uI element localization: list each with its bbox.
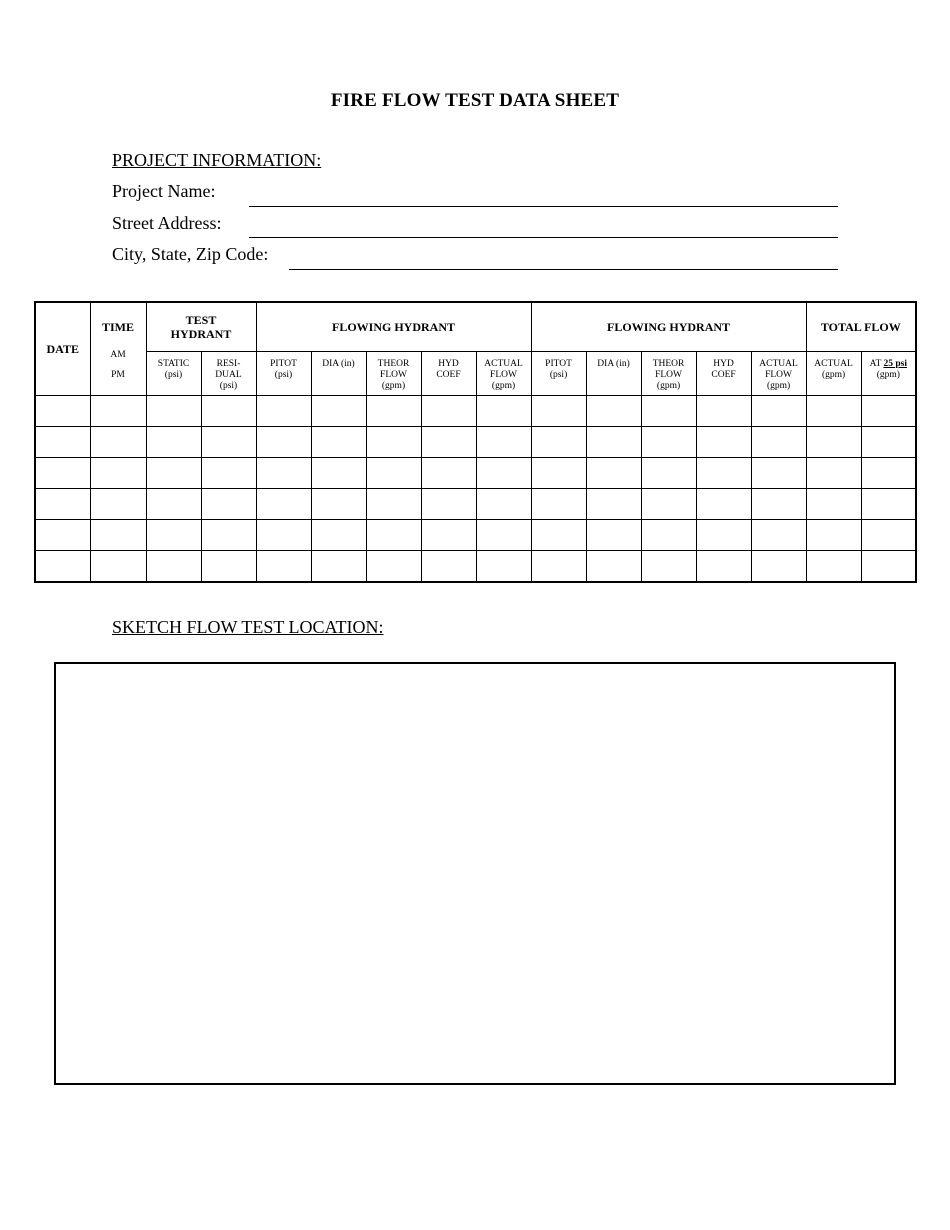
page-title: FIRE FLOW TEST DATA SHEET [330, 90, 620, 111]
pitot-psi-header: PITOT (psi) [531, 352, 586, 396]
table-cell[interactable] [531, 520, 586, 551]
table-cell[interactable] [311, 458, 366, 489]
table-cell[interactable] [256, 551, 311, 583]
city-state-zip-label: City, State, Zip Code: [112, 244, 269, 264]
flowing-hydrant-2-header: FLOWING HYDRANT [531, 302, 806, 352]
table-cell[interactable] [641, 489, 696, 520]
table-cell[interactable] [256, 520, 311, 551]
residual-psi-header: RESI- DUAL (psi) [201, 352, 256, 396]
table-cell[interactable] [751, 396, 806, 427]
table-cell[interactable] [35, 551, 90, 583]
table-cell[interactable] [531, 427, 586, 458]
time-header-label: TIME [101, 319, 134, 334]
street-address-field[interactable] [249, 237, 838, 238]
table-cell[interactable] [256, 458, 311, 489]
table-cell[interactable] [146, 551, 201, 583]
table-cell[interactable] [806, 396, 861, 427]
table-cell[interactable] [201, 551, 256, 583]
table-cell[interactable] [366, 427, 421, 458]
table-cell[interactable] [641, 551, 696, 583]
table-cell[interactable] [421, 520, 476, 551]
actual-flow-header: ACTUAL FLOW (gpm) [476, 352, 531, 396]
table-cell[interactable] [476, 427, 531, 458]
table-row [35, 427, 916, 458]
table-header-row [35, 302, 916, 352]
table-cell[interactable] [696, 489, 751, 520]
table-cell[interactable] [586, 520, 641, 551]
table-cell[interactable] [90, 458, 146, 489]
table-cell[interactable] [586, 458, 641, 489]
table-cell[interactable] [806, 458, 861, 489]
sketch-flow-test-location-heading: SKETCH FLOW TEST LOCATION: [112, 617, 384, 637]
dia-in-header: DIA (in) [586, 352, 641, 396]
table-cell[interactable] [146, 520, 201, 551]
table-cell[interactable] [641, 458, 696, 489]
table-cell[interactable] [256, 489, 311, 520]
table-cell[interactable] [311, 427, 366, 458]
table-cell[interactable] [696, 551, 751, 583]
table-row [35, 551, 916, 583]
date-header: DATE [35, 302, 90, 396]
table-cell[interactable] [90, 489, 146, 520]
table-cell[interactable] [366, 489, 421, 520]
table-body [35, 396, 916, 583]
total-flow-header: TOTAL FLOW [806, 302, 916, 352]
table-cell[interactable] [476, 458, 531, 489]
table-cell[interactable] [421, 396, 476, 427]
table-cell[interactable] [421, 427, 476, 458]
table-cell[interactable] [146, 489, 201, 520]
table-cell[interactable] [586, 427, 641, 458]
test-hydrant-label: TEST HYDRANT [170, 313, 232, 341]
table-cell[interactable] [366, 551, 421, 583]
table-cell[interactable] [806, 551, 861, 583]
table-cell[interactable] [641, 427, 696, 458]
total-at-25-psi-header: AT 25 psi (gpm) [861, 352, 916, 396]
table-cell[interactable] [90, 520, 146, 551]
table-row [35, 458, 916, 489]
table-cell[interactable] [366, 396, 421, 427]
table-cell[interactable] [531, 396, 586, 427]
test-hydrant-header [146, 302, 256, 352]
table-cell[interactable] [476, 489, 531, 520]
table-cell[interactable] [586, 489, 641, 520]
table-cell[interactable] [751, 427, 806, 458]
table-cell[interactable] [201, 458, 256, 489]
table-cell[interactable] [146, 396, 201, 427]
table-row [35, 396, 916, 427]
table-cell[interactable] [90, 427, 146, 458]
project-information-heading: PROJECT INFORMATION: [112, 150, 322, 170]
table-cell[interactable] [861, 520, 916, 551]
table-cell[interactable] [476, 396, 531, 427]
dia-in-header: DIA (in) [311, 352, 366, 396]
table-cell[interactable] [35, 396, 90, 427]
table-cell[interactable] [35, 427, 90, 458]
table-cell[interactable] [201, 396, 256, 427]
table-cell[interactable] [531, 489, 586, 520]
table-cell[interactable] [201, 427, 256, 458]
static-psi-header: STATIC (psi) [146, 352, 201, 396]
pitot-psi-header: PITOT (psi) [256, 352, 311, 396]
table-cell[interactable] [311, 489, 366, 520]
table-cell[interactable] [421, 458, 476, 489]
table-cell[interactable] [35, 489, 90, 520]
hyd-coef-header: HYD COEF [696, 352, 751, 396]
theor-flow-header: THEOR FLOW (gpm) [641, 352, 696, 396]
time-header [90, 302, 146, 396]
table-cell[interactable] [696, 427, 751, 458]
table-cell[interactable] [366, 520, 421, 551]
table-cell[interactable] [861, 551, 916, 583]
flow-test-table [34, 301, 917, 583]
flowing-hydrant-1-header: FLOWING HYDRANT [256, 302, 531, 352]
table-cell[interactable] [35, 520, 90, 551]
pm-label: PM [111, 369, 125, 380]
am-label: AM [110, 349, 126, 360]
table-cell[interactable] [861, 427, 916, 458]
table-cell[interactable] [476, 551, 531, 583]
actual-flow-header: ACTUAL FLOW (gpm) [751, 352, 806, 396]
table-cell[interactable] [751, 551, 806, 583]
table-cell[interactable] [311, 551, 366, 583]
table-cell[interactable] [201, 520, 256, 551]
table-cell[interactable] [531, 551, 586, 583]
table-cell[interactable] [696, 396, 751, 427]
table-cell[interactable] [201, 489, 256, 520]
theor-flow-header: THEOR FLOW (gpm) [366, 352, 421, 396]
table-cell[interactable] [90, 551, 146, 583]
table-cell[interactable] [531, 458, 586, 489]
street-address-label: Street Address: [112, 213, 222, 233]
table-cell[interactable] [90, 396, 146, 427]
table-cell[interactable] [311, 396, 366, 427]
table-cell[interactable] [751, 458, 806, 489]
table-cell[interactable] [146, 427, 201, 458]
table-cell[interactable] [861, 489, 916, 520]
table-row [35, 520, 916, 551]
table-cell[interactable] [806, 427, 861, 458]
table-row [35, 489, 916, 520]
table-cell[interactable] [806, 520, 861, 551]
table-cell[interactable] [751, 489, 806, 520]
table-cell[interactable] [696, 458, 751, 489]
table-cell[interactable] [35, 458, 90, 489]
table-cell[interactable] [806, 489, 861, 520]
table-cell[interactable] [641, 396, 696, 427]
hyd-coef-header: HYD COEF [421, 352, 476, 396]
table-cell[interactable] [696, 520, 751, 551]
table-cell[interactable] [861, 396, 916, 427]
total-actual-header: ACTUAL (gpm) [806, 352, 861, 396]
table-cell[interactable] [311, 520, 366, 551]
table-subheader-row [35, 352, 916, 396]
table-cell[interactable] [586, 396, 641, 427]
table-cell[interactable] [146, 458, 201, 489]
project-name-label: Project Name: [112, 181, 216, 201]
table-cell[interactable] [256, 396, 311, 427]
table-cell[interactable] [421, 551, 476, 583]
table-cell[interactable] [751, 520, 806, 551]
table-cell[interactable] [586, 551, 641, 583]
project-name-field[interactable] [249, 206, 838, 207]
table-cell[interactable] [641, 520, 696, 551]
table-cell[interactable] [256, 427, 311, 458]
sketch-area[interactable] [54, 662, 896, 1085]
city-state-zip-field[interactable] [289, 269, 838, 270]
table-cell[interactable] [421, 489, 476, 520]
table-cell[interactable] [366, 458, 421, 489]
table-cell[interactable] [476, 520, 531, 551]
table-cell[interactable] [861, 458, 916, 489]
